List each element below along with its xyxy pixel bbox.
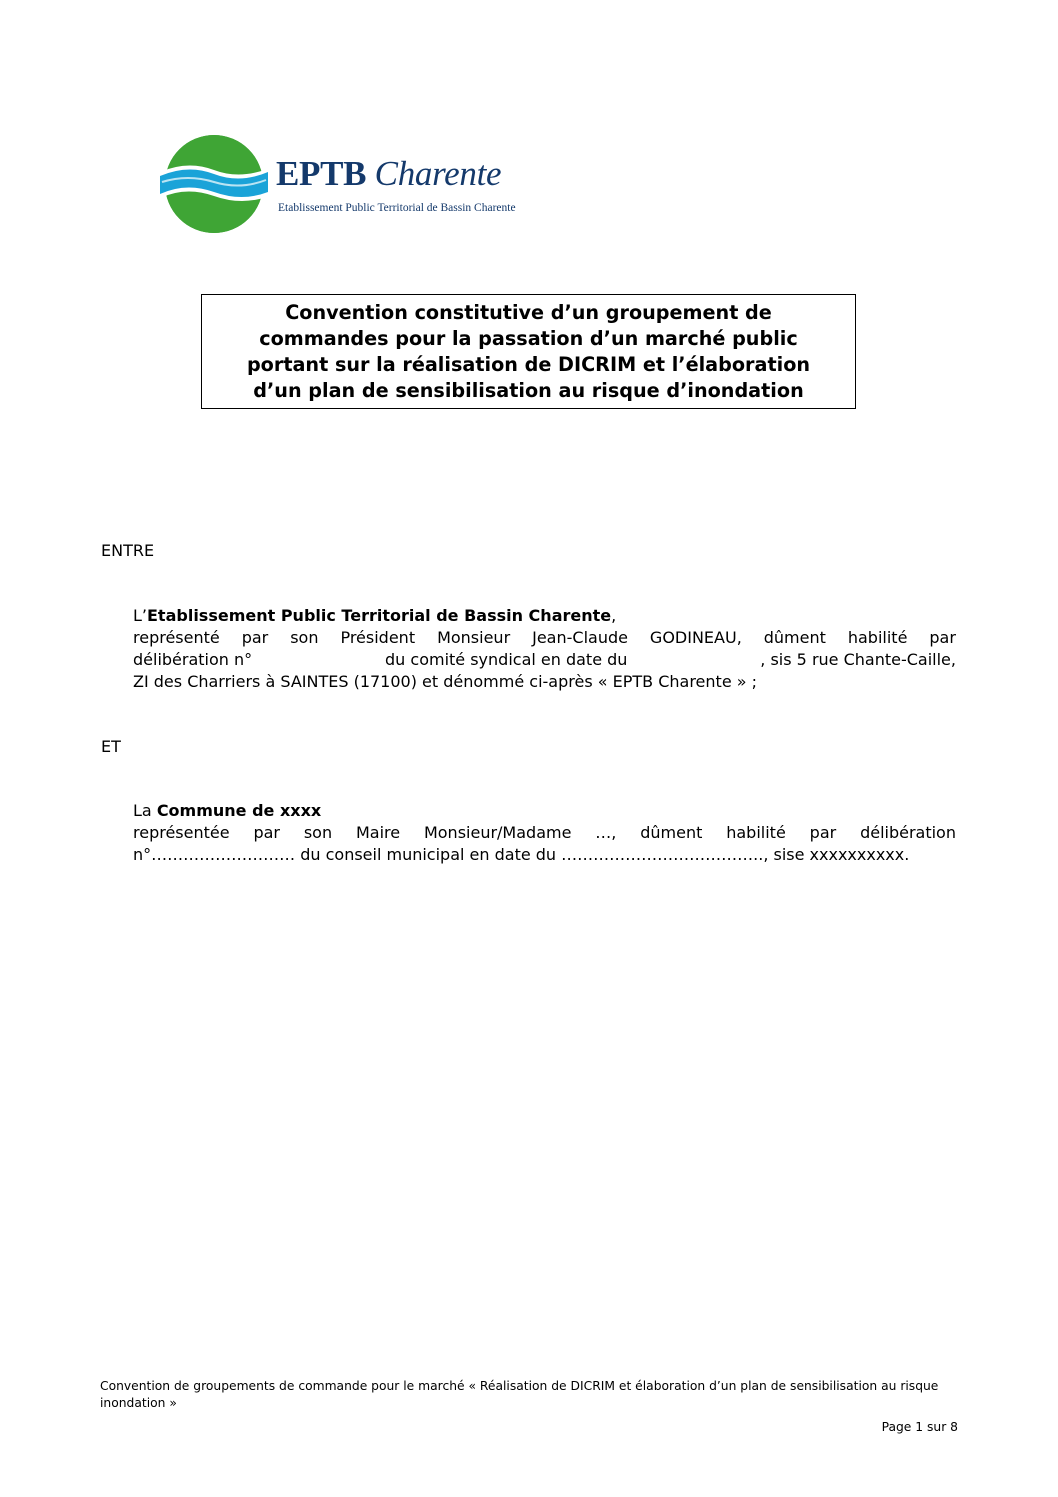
title-line: commandes pour la passation d’un marché public — [259, 326, 798, 350]
party-1-heading: L’Etablissement Public Territorial de Bassin Charente, — [133, 606, 617, 625]
logo-title: EPTB Charente — [276, 154, 502, 193]
party-2-heading: La Commune de xxxx — [133, 801, 322, 820]
page-number: Page 1 sur 8 — [881, 1420, 958, 1434]
title-line: Convention constitutive d’un groupement de — [285, 300, 772, 324]
eptb-logo — [158, 132, 538, 238]
party-1-line-4: ZI des Charriers à SAINTES (17100) et dénommé ci-après « EPTB Charente » ; — [133, 672, 758, 691]
party-1-name: Etablissement Public Territorial de Bassin Charente — [147, 606, 612, 625]
party-2-line-2: représentée par son Maire Monsieur/Madame …, dûment habilité par délibération — [133, 823, 956, 842]
party-2-line-3: n°……………………… du conseil municipal en date du ……………………………….., sise xxxxxxxxxx. — [133, 845, 910, 864]
document-title-box — [201, 294, 856, 409]
party-2-paragraph — [133, 800, 956, 866]
party-1-line-2: représenté par son Président Monsieur Jean-Claude GODINEAU, dûment habilité par — [133, 628, 956, 647]
party-1-line-3: délibération n° du comité syndical en date du , sis 5 rue Chante-Caille, — [133, 650, 956, 669]
et-label: ET — [101, 737, 121, 756]
title-line: d’un plan de sensibilisation au risque d’inondation — [253, 378, 804, 402]
party-2-name: Commune de xxxx — [156, 801, 322, 820]
party-1-paragraph — [133, 605, 956, 693]
logo-subtitle: Etablissement Public Territorial de Bassin Charente — [278, 202, 516, 214]
eptb-logo-mark-icon — [158, 132, 270, 236]
title-line: portant sur la réalisation de DICRIM et l’élaboration — [246, 352, 811, 376]
entre-label: ENTRE — [101, 541, 155, 560]
page-footer: Convention de groupements de commande pour le marché « Réalisation de DICRIM et élaboration d’un plan de sensibilisation au risque inondation » — [100, 1379, 939, 1410]
